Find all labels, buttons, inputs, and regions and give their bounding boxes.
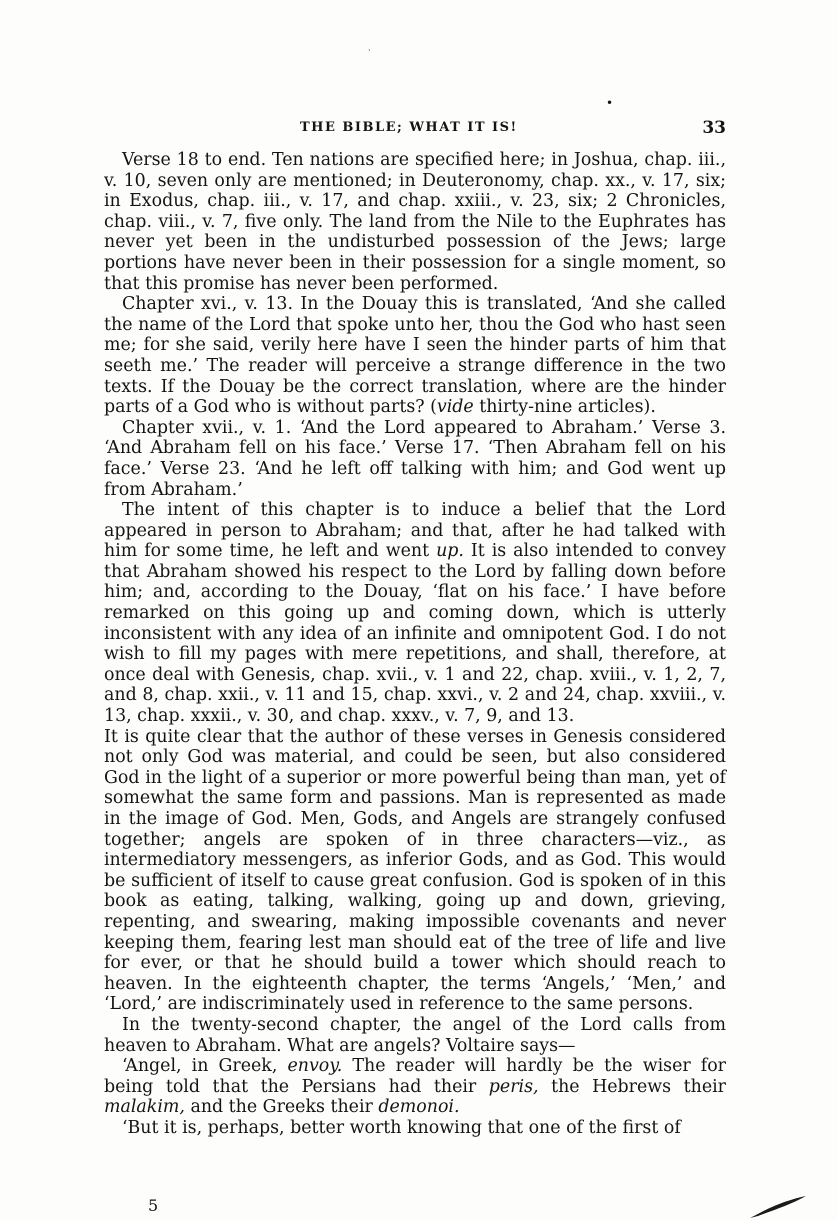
page-number: 33 <box>702 118 726 138</box>
text-run: The intent of this chapter is to induce a belief that the Lord appeared in person to Abraham; and that, after he had talked with him for some time, he left and went <box>104 500 726 562</box>
paragraph <box>104 1056 726 1118</box>
text-run: ‘Angel, in Greek, <box>122 1056 288 1077</box>
emphasis: vide <box>436 397 474 418</box>
paragraph: It is quite clear that the author of these verses in Genesis considered not only God was material, and could be seen, but also considered God in the light of a superior or more powerful being than man, yet of somewhat the same form and passions. Man is represented as made in the image of God. Men, Gods, and Angels are strangely confused together; angels are spoken of in three characters—viz., as intermediatory messengers, as inferior Gods, and as God. This would be sufficient of itself to cause great confusion. God is spoken of in this book as eating, talking, walking, going up and down, grieving, repenting, and swearing, making impossible covenants and never keeping them, fearing lest man should eat of the tree of life and live for ever, or that he should build a tower which should reach to heaven. In the eighteenth chapter, the terms ‘Angels,’ ‘Men,’ and ‘Lord,’ are indiscriminately used in reference to the same persons. <box>104 726 726 1015</box>
paragraph: ‘But it is, perhaps, better worth knowing that one of the first of <box>122 1117 681 1138</box>
text-run: The reader will hardly be the wiser for being told that the Persians had their <box>104 1056 726 1097</box>
ink-speck: · <box>368 46 371 55</box>
page-body <box>104 150 726 1139</box>
paragraph: Chapter xvii., v. 1. ‘And the Lord appeared to Abraham.’ Verse 3. ‘And Abraham fell on his face.’ Verse 17. ‘Then Abraham fell on his face.’ Verse 23. ‘And he left off talking with him; and God went up from Abraham.’ <box>104 417 726 500</box>
emphasis: envoy. <box>287 1056 343 1077</box>
ink-speck: • <box>606 96 614 110</box>
text-run: the Hebrews their <box>538 1076 726 1097</box>
running-title: THE BIBLE; WHAT IT IS! <box>300 120 518 135</box>
emphasis: up. <box>436 541 464 562</box>
running-header <box>104 118 726 140</box>
text-run: It is also intended to convey that Abraham showed his respect to the Lord by falling down before him; and, according to the Douay, ‘flat on his face.’ I have before remarked on this going up and coming down, which is utterly inconsistent with any idea of an infinite and omnipotent God. I do not wish to fill my pages with mere repetitions, and shall, therefore, at once deal with Genesis, chap. xvii., v. 1 and 22, chap. xviii., v. 1, 2, 7, and 8, chap. xxii., v. 11 and 15, chap. xxvi., v. 2 and 24, chap. xxviii., v. 13, chap. xxxii., v. 30, and chap. xxxv., v. 7, 9, and 13. <box>104 541 726 727</box>
signature-mark: 5 <box>148 1196 159 1215</box>
paragraph <box>104 294 726 418</box>
paragraph: Verse 18 to end. Ten nations are specified here; in Joshua, chap. iii., v. 10, seven only are mentioned; in Deuteronomy, chap. xx., v. 17, six; in Exodus, chap. iii., v. 17, and chap. xxiii., v. 23, six; 2 Chronicles, chap. viii., v. 7, five only. The land from the Nile to the Euphrates has never yet been in the undisturbed possession of the Jews; large portions have never been in their possession for a single moment, so that this promise has never been performed. <box>104 150 726 294</box>
text-run: and the Greeks their <box>184 1097 379 1118</box>
emphasis: malakim, <box>104 1097 185 1118</box>
paragraph: In the twenty-second chapter, the angel of the Lord calls from heaven to Abraham. What are angels? Voltaire says— <box>104 1014 726 1056</box>
text-run: thirty-nine articles). <box>473 397 656 418</box>
emphasis: demonoi. <box>378 1097 460 1118</box>
text-run: Chapter xvi., v. 13. In the Douay this is translated, ‘And she called the name of the Lord that spoke unto her, thou the God who hast seen me; for she said, verily here have I seen the hinder parts of him that seeth me.’ The reader will perceive a strange difference in the two texts. If the Douay be the correct translation, where are the hinder parts of a God who is without parts? ( <box>104 294 726 418</box>
emphasis: peris, <box>488 1076 539 1097</box>
paragraph <box>104 500 726 727</box>
quill-mark-icon <box>748 1194 808 1220</box>
